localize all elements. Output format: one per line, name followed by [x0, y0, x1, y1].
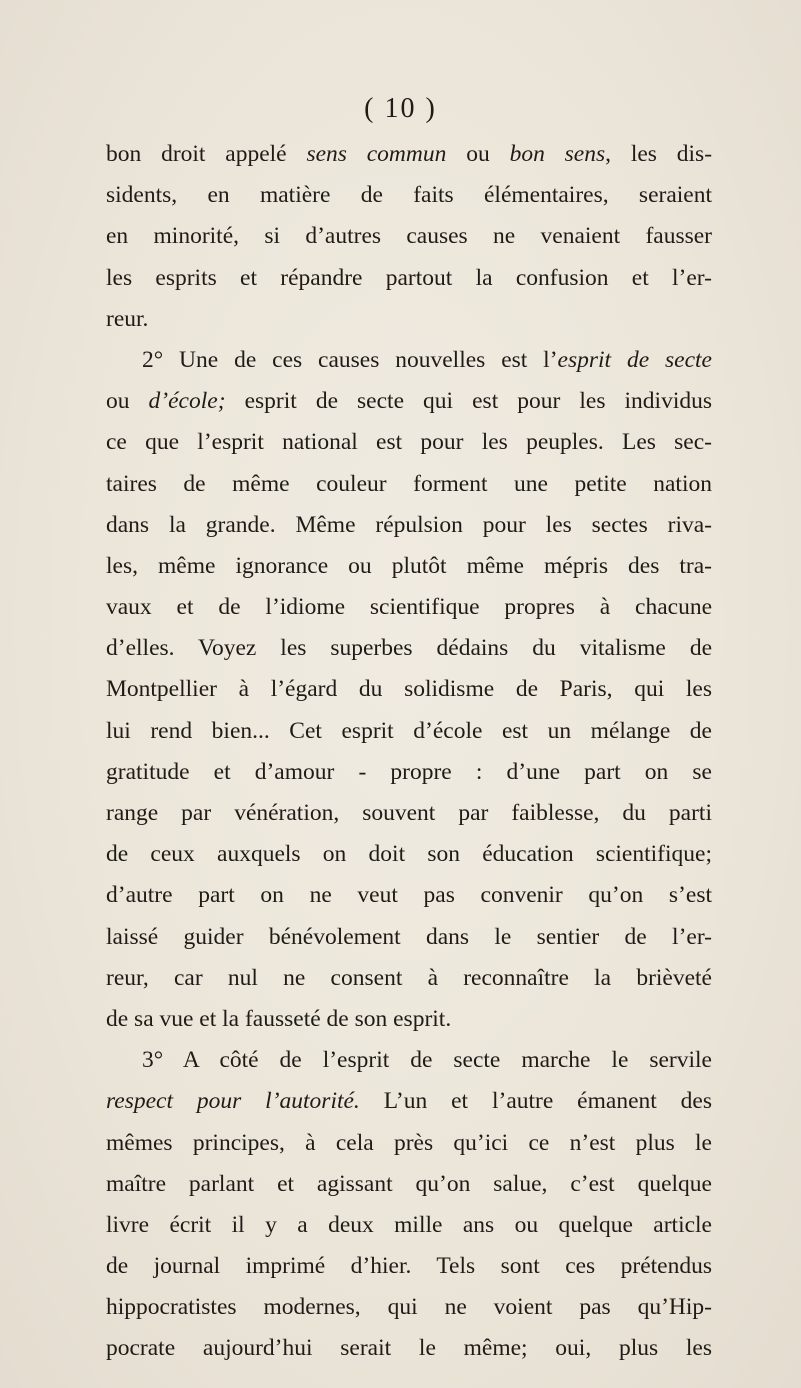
text-run: sidents, en matière de faits élémentaires, seraient	[106, 182, 712, 209]
text-run: ou	[446, 141, 510, 167]
text-run: esprit de secte qui est pour les individus	[225, 388, 713, 415]
text-run: maître parlant et agissant qu’on salue, c’est quelque	[106, 1170, 712, 1197]
text-run: gratitude et d’amour - propre : d’une part on se	[106, 758, 712, 785]
page-number: ( 10 )	[364, 93, 437, 124]
text-line	[106, 628, 712, 669]
text-run: ce que l’esprit national est pour les peuples. Les sec-	[106, 429, 712, 456]
text-line	[106, 917, 712, 958]
text-line	[106, 752, 712, 793]
text-line	[106, 1081, 712, 1122]
body-text	[106, 134, 712, 1370]
text-line	[106, 381, 712, 422]
text-run: les, même ignorance ou plutôt même mépris des tra-	[106, 552, 712, 579]
text-line	[106, 1328, 712, 1369]
text-line	[106, 1246, 712, 1287]
text-run: 3° A côté de l’esprit de secte marche le servile	[142, 1047, 712, 1074]
text-line	[106, 134, 712, 175]
text-line	[106, 1123, 712, 1164]
text-line	[106, 587, 712, 628]
text-run: lui rend bien... Cet esprit d’école est un mélange de	[106, 717, 712, 744]
text-line	[106, 299, 712, 340]
text-run: de sa vue et la fausseté de son esprit.	[106, 1005, 452, 1032]
text-line	[106, 1287, 712, 1328]
text-run: reur, car nul ne consent à reconnaître la brièveté	[106, 964, 712, 991]
text-line	[106, 505, 712, 546]
italic-text: respect pour l’autorité.	[106, 1088, 360, 1115]
italic-text: d’école;	[148, 388, 226, 415]
italic-text: bon sens	[509, 141, 606, 167]
text-run: L’un et l’autre émanent des	[359, 1088, 712, 1115]
text-line	[106, 711, 712, 752]
text-line	[106, 340, 712, 381]
text-run: taires de même couleur forment une petite nation	[106, 470, 712, 497]
text-line	[106, 422, 712, 463]
text-line	[106, 875, 712, 916]
text-run: reur.	[106, 305, 149, 332]
text-run: pocrate aujourd’hui serait le même; oui, plus les	[106, 1335, 712, 1362]
text-line	[106, 546, 712, 587]
text-line	[106, 216, 712, 257]
text-run: 2° Une de ces causes nouvelles est l’	[142, 346, 558, 373]
text-run: bon droit appelé	[106, 141, 307, 167]
text-run: en minorité, si d’autres causes ne venaient fausser	[106, 223, 712, 250]
text-line	[106, 999, 712, 1040]
text-line	[106, 669, 712, 710]
text-run: dans la grande. Même répulsion pour les sectes riva-	[106, 511, 712, 538]
text-run: Montpellier à l’égard du solidisme de Paris, qui les	[106, 676, 712, 703]
text-line	[106, 1164, 712, 1205]
italic-text: sens commun	[306, 141, 447, 167]
text-run: mêmes principes, à cela près qu’ici ce n’est plus le	[106, 1129, 712, 1156]
text-run: range par vénération, souvent par faiblesse, du parti	[106, 800, 712, 826]
text-line	[106, 175, 712, 216]
text-line	[106, 834, 712, 875]
text-line	[106, 464, 712, 505]
text-line	[106, 958, 712, 999]
text-line	[106, 258, 712, 299]
text-run: ou	[106, 388, 149, 415]
text-line	[106, 793, 712, 834]
text-run: de journal imprimé d’hier. Tels sont ces prétendus	[106, 1253, 712, 1280]
italic-text: esprit de secte	[557, 346, 712, 373]
text-run: d’autre part on ne veut pas convenir qu’on s’est	[106, 882, 712, 909]
text-line	[106, 1040, 712, 1081]
text-run: laissé guider bénévolement dans le sentier de l’er-	[106, 923, 712, 950]
text-run: hippocratistes modernes, qui ne voient pas qu’Hip-	[106, 1294, 712, 1321]
text-run: , les dis-	[605, 141, 713, 167]
text-run: les esprits et répandre partout la confusion et l’er-	[106, 264, 712, 291]
text-run: livre écrit il y a deux mille ans ou quelque article	[106, 1211, 712, 1238]
text-run: d’elles. Voyez les superbes dédains du vitalisme de	[106, 635, 712, 662]
text-run: vaux et de l’idiome scientifique propres à chacune	[106, 594, 712, 621]
text-run: de ceux auxquels on doit son éducation scientifique;	[106, 841, 712, 868]
text-line	[106, 1205, 712, 1246]
